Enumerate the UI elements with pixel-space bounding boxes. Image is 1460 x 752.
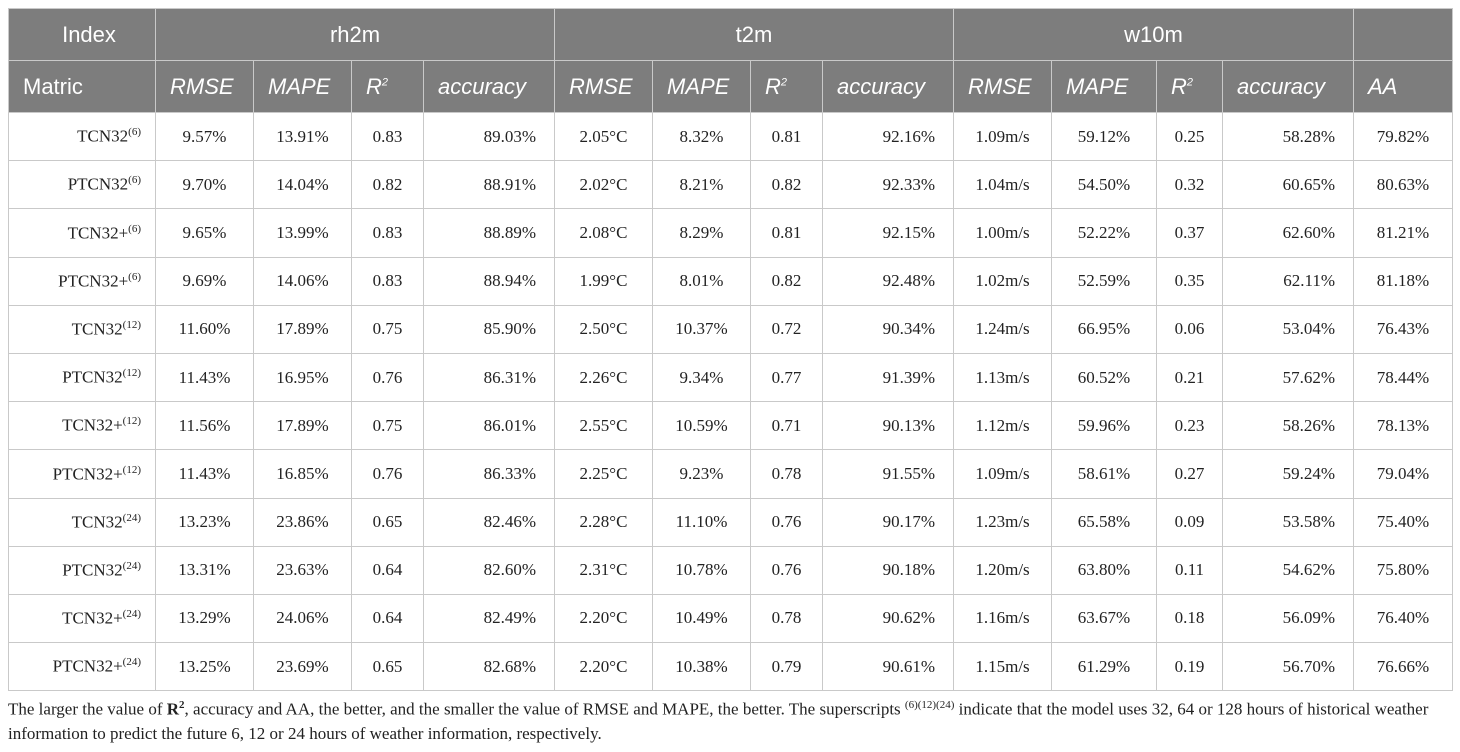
rh-accuracy-cell: 88.89% [424, 209, 555, 257]
model-name: TCN32 [71, 512, 123, 532]
table-footnote: The larger the value of $R^2$, accuracy and AA, the better, and the smaller the value of RMSE and MAPE, the better. The superscripts $^{(6)(12)(24)}$ indicate that the model uses 32, 64 or 128 hours of historical weather information to predict the future 6, 12 or 24 hours of weather information, respectively. [8, 699, 1429, 743]
table-row [9, 450, 1453, 498]
rh-mape-cell: 16.95% [254, 353, 352, 401]
w-rmse-header: RMSE [954, 61, 1052, 113]
t-accuracy-cell: 91.55% [823, 450, 954, 498]
table-row [9, 161, 1453, 209]
rh-accuracy-cell: 82.60% [424, 546, 555, 594]
t-r2-cell: 0.81 [751, 209, 823, 257]
results-table [8, 8, 1453, 691]
w-rmse-cell: 1.00m/s [954, 209, 1052, 257]
w-r2-cell: 0.35 [1157, 257, 1223, 305]
group-header-row [9, 9, 1453, 61]
model-horizon-sup: (12) [122, 319, 141, 332]
group-header-rh2m: rh2m [156, 9, 555, 61]
model-horizon-sup: (6) [128, 126, 141, 139]
rh-mape-cell: 14.06% [254, 257, 352, 305]
rh-mape-cell: 24.06% [254, 594, 352, 642]
table-row [9, 113, 1453, 161]
rh-r2-cell: 0.75 [352, 305, 424, 353]
t-r2-cell: 0.76 [751, 546, 823, 594]
w-mape-header: MAPE [1052, 61, 1157, 113]
table-row [9, 305, 1453, 353]
w-rmse-cell: 1.15m/s [954, 643, 1052, 691]
aa-cell: 80.63% [1354, 161, 1453, 209]
table-row [9, 353, 1453, 401]
t-rmse-cell: 2.28°C [555, 498, 653, 546]
t-mape-cell: 10.78% [653, 546, 751, 594]
t-accuracy-cell: 91.39% [823, 353, 954, 401]
rh-accuracy-cell: 88.94% [424, 257, 555, 305]
t-accuracy-cell: 92.16% [823, 113, 954, 161]
w-rmse-cell: 1.16m/s [954, 594, 1052, 642]
model-name-cell [9, 498, 156, 546]
rh-mape-cell: 23.69% [254, 643, 352, 691]
t-mape-cell: 8.21% [653, 161, 751, 209]
t-mape-header: MAPE [653, 61, 751, 113]
w-r2-cell: 0.27 [1157, 450, 1223, 498]
w-rmse-cell: 1.04m/s [954, 161, 1052, 209]
t-accuracy-cell: 90.17% [823, 498, 954, 546]
w-accuracy-cell: 53.58% [1223, 498, 1354, 546]
t-rmse-cell: 2.20°C [555, 594, 653, 642]
rh-accuracy-header: accuracy [424, 61, 555, 113]
model-horizon-sup: (6) [128, 222, 141, 235]
rh-accuracy-cell: 82.46% [424, 498, 555, 546]
t-r2-cell: 0.81 [751, 113, 823, 161]
w-mape-cell: 54.50% [1052, 161, 1157, 209]
w-mape-cell: 65.58% [1052, 498, 1157, 546]
rh-accuracy-cell: 85.90% [424, 305, 555, 353]
model-name: TCN32 [71, 319, 123, 339]
group-header-empty [1354, 9, 1453, 61]
rh-rmse-cell: 9.57% [156, 113, 254, 161]
model-horizon-sup: (24) [122, 608, 141, 621]
w-r2-cell: 0.18 [1157, 594, 1223, 642]
table-row [9, 498, 1453, 546]
w-accuracy-cell: 60.65% [1223, 161, 1354, 209]
w-mape-cell: 52.22% [1052, 209, 1157, 257]
rh-rmse-cell: 9.69% [156, 257, 254, 305]
aa-cell: 78.13% [1354, 402, 1453, 450]
t-mape-cell: 8.29% [653, 209, 751, 257]
w-mape-cell: 60.52% [1052, 353, 1157, 401]
t-accuracy-cell: 90.61% [823, 643, 954, 691]
aa-cell: 78.44% [1354, 353, 1453, 401]
rh-rmse-cell: 13.29% [156, 594, 254, 642]
w-rmse-cell: 1.13m/s [954, 353, 1052, 401]
w-mape-cell: 52.59% [1052, 257, 1157, 305]
model-name-cell [9, 546, 156, 594]
t-accuracy-cell: 90.18% [823, 546, 954, 594]
rh-r2-cell: 0.76 [352, 450, 424, 498]
model-name-cell [9, 643, 156, 691]
w-rmse-cell: 1.02m/s [954, 257, 1052, 305]
rh-mape-cell: 14.04% [254, 161, 352, 209]
group-header-t2m: t2m [555, 9, 954, 61]
model-name-cell [9, 113, 156, 161]
t-mape-cell: 11.10% [653, 498, 751, 546]
rh-mape-cell: 13.99% [254, 209, 352, 257]
t-rmse-cell: 2.26°C [555, 353, 653, 401]
w-mape-cell: 66.95% [1052, 305, 1157, 353]
model-name: TCN32+ [67, 223, 129, 243]
rh-rmse-cell: 13.31% [156, 546, 254, 594]
rh-accuracy-cell: 82.68% [424, 643, 555, 691]
table-body [9, 113, 1453, 691]
rh-rmse-cell: 9.65% [156, 209, 254, 257]
w-r2-cell: 0.32 [1157, 161, 1223, 209]
w-mape-cell: 63.67% [1052, 594, 1157, 642]
rh-mape-cell: 16.85% [254, 450, 352, 498]
w-accuracy-cell: 58.28% [1223, 113, 1354, 161]
w-r2-cell: 0.21 [1157, 353, 1223, 401]
matric-header: Matric [9, 61, 156, 113]
w-accuracy-cell: 56.09% [1223, 594, 1354, 642]
w-r2-cell: 0.37 [1157, 209, 1223, 257]
rh-rmse-cell: 11.43% [156, 353, 254, 401]
model-name: PTCN32+ [52, 464, 123, 484]
aa-cell: 81.21% [1354, 209, 1453, 257]
model-name: TCN32+ [62, 608, 123, 628]
rh-r2-cell: 0.83 [352, 257, 424, 305]
model-name: PTCN32+ [58, 271, 129, 291]
w-r2-cell: 0.09 [1157, 498, 1223, 546]
t-rmse-cell: 2.08°C [555, 209, 653, 257]
rh-rmse-cell: 13.25% [156, 643, 254, 691]
w-rmse-cell: 1.09m/s [954, 113, 1052, 161]
rh-r2-cell: 0.64 [352, 546, 424, 594]
w-rmse-cell: 1.09m/s [954, 450, 1052, 498]
table-row [9, 643, 1453, 691]
rh-r2-header: $R^2$ [352, 61, 424, 113]
aa-cell: 81.18% [1354, 257, 1453, 305]
t-r2-cell: 0.78 [751, 450, 823, 498]
model-name-cell [9, 305, 156, 353]
aa-cell: 76.43% [1354, 305, 1453, 353]
rh-accuracy-cell: 86.33% [424, 450, 555, 498]
rh-rmse-cell: 11.56% [156, 402, 254, 450]
aa-cell: 76.40% [1354, 594, 1453, 642]
rh-r2-cell: 0.65 [352, 498, 424, 546]
aa-header: AA [1354, 61, 1453, 113]
t-rmse-cell: 2.20°C [555, 643, 653, 691]
w-mape-cell: 61.29% [1052, 643, 1157, 691]
index-header: Index [9, 9, 156, 61]
model-name: TCN32 [77, 126, 129, 146]
rh-rmse-cell: 11.60% [156, 305, 254, 353]
t-rmse-cell: 2.50°C [555, 305, 653, 353]
w-accuracy-cell: 62.60% [1223, 209, 1354, 257]
rh-r2-cell: 0.83 [352, 209, 424, 257]
t-rmse-header: RMSE [555, 61, 653, 113]
w-accuracy-cell: 54.62% [1223, 546, 1354, 594]
metric-header-row [9, 61, 1453, 113]
w-mape-cell: 58.61% [1052, 450, 1157, 498]
w-r2-cell: 0.25 [1157, 113, 1223, 161]
rh-mape-cell: 13.91% [254, 113, 352, 161]
aa-cell: 75.40% [1354, 498, 1453, 546]
t-mape-cell: 10.38% [653, 643, 751, 691]
rh-accuracy-cell: 89.03% [424, 113, 555, 161]
t-r2-cell: 0.82 [751, 257, 823, 305]
model-name-cell [9, 402, 156, 450]
t-accuracy-cell: 90.13% [823, 402, 954, 450]
w-accuracy-cell: 62.11% [1223, 257, 1354, 305]
t-rmse-cell: 2.02°C [555, 161, 653, 209]
model-name-cell [9, 353, 156, 401]
w-rmse-cell: 1.23m/s [954, 498, 1052, 546]
aa-cell: 75.80% [1354, 546, 1453, 594]
model-horizon-sup: (24) [122, 511, 141, 524]
w-mape-cell: 63.80% [1052, 546, 1157, 594]
table-row [9, 546, 1453, 594]
w-rmse-cell: 1.12m/s [954, 402, 1052, 450]
t-accuracy-cell: 90.34% [823, 305, 954, 353]
model-name-cell [9, 594, 156, 642]
aa-cell: 76.66% [1354, 643, 1453, 691]
w-accuracy-cell: 53.04% [1223, 305, 1354, 353]
rh-accuracy-cell: 82.49% [424, 594, 555, 642]
rh-rmse-cell: 11.43% [156, 450, 254, 498]
table-row [9, 209, 1453, 257]
model-name-cell [9, 161, 156, 209]
w-mape-cell: 59.12% [1052, 113, 1157, 161]
rh-mape-cell: 17.89% [254, 402, 352, 450]
t-r2-header: $R^2$ [751, 61, 823, 113]
t-rmse-cell: 2.25°C [555, 450, 653, 498]
w-rmse-cell: 1.20m/s [954, 546, 1052, 594]
w-rmse-cell: 1.24m/s [954, 305, 1052, 353]
rh-mape-cell: 23.86% [254, 498, 352, 546]
t-accuracy-cell: 92.33% [823, 161, 954, 209]
t-accuracy-header: accuracy [823, 61, 954, 113]
w-r2-cell: 0.06 [1157, 305, 1223, 353]
w-accuracy-cell: 59.24% [1223, 450, 1354, 498]
t-mape-cell: 8.32% [653, 113, 751, 161]
aa-cell: 79.04% [1354, 450, 1453, 498]
rh-r2-cell: 0.65 [352, 643, 424, 691]
model-horizon-sup: (12) [122, 415, 141, 428]
table-row [9, 257, 1453, 305]
t-rmse-cell: 2.05°C [555, 113, 653, 161]
model-horizon-sup: (12) [122, 463, 141, 476]
model-name: PTCN32 [62, 560, 123, 580]
t-mape-cell: 9.23% [653, 450, 751, 498]
rh-mape-cell: 23.63% [254, 546, 352, 594]
rh-r2-cell: 0.83 [352, 113, 424, 161]
model-name-cell [9, 209, 156, 257]
rh-rmse-cell: 9.70% [156, 161, 254, 209]
t-r2-cell: 0.77 [751, 353, 823, 401]
rh-mape-cell: 17.89% [254, 305, 352, 353]
aa-cell: 79.82% [1354, 113, 1453, 161]
model-name: PTCN32 [62, 367, 123, 387]
rh-accuracy-cell: 88.91% [424, 161, 555, 209]
rh-r2-cell: 0.64 [352, 594, 424, 642]
model-name: TCN32+ [62, 416, 123, 436]
rh-accuracy-cell: 86.01% [424, 402, 555, 450]
t-r2-cell: 0.82 [751, 161, 823, 209]
t-r2-cell: 0.79 [751, 643, 823, 691]
rh-r2-cell: 0.76 [352, 353, 424, 401]
w-accuracy-cell: 58.26% [1223, 402, 1354, 450]
model-name-cell [9, 257, 156, 305]
w-mape-cell: 59.96% [1052, 402, 1157, 450]
model-horizon-sup: (24) [122, 656, 141, 669]
w-accuracy-cell: 57.62% [1223, 353, 1354, 401]
t-mape-cell: 9.34% [653, 353, 751, 401]
t-mape-cell: 10.59% [653, 402, 751, 450]
t-accuracy-cell: 92.48% [823, 257, 954, 305]
table-row [9, 402, 1453, 450]
table-row [9, 594, 1453, 642]
rh-r2-cell: 0.75 [352, 402, 424, 450]
model-name-cell [9, 450, 156, 498]
model-horizon-sup: (6) [128, 174, 141, 187]
t-mape-cell: 10.49% [653, 594, 751, 642]
w-r2-cell: 0.19 [1157, 643, 1223, 691]
group-header-w10m: w10m [954, 9, 1354, 61]
t-r2-cell: 0.78 [751, 594, 823, 642]
model-horizon-sup: (24) [122, 559, 141, 572]
t-r2-cell: 0.72 [751, 305, 823, 353]
t-r2-cell: 0.71 [751, 402, 823, 450]
w-r2-cell: 0.11 [1157, 546, 1223, 594]
t-accuracy-cell: 92.15% [823, 209, 954, 257]
w-r2-cell: 0.23 [1157, 402, 1223, 450]
t-rmse-cell: 2.55°C [555, 402, 653, 450]
rh-mape-header: MAPE [254, 61, 352, 113]
t-mape-cell: 10.37% [653, 305, 751, 353]
model-name: PTCN32 [67, 175, 129, 195]
model-horizon-sup: (12) [122, 367, 141, 380]
model-name: PTCN32+ [52, 656, 123, 676]
t-rmse-cell: 1.99°C [555, 257, 653, 305]
w-r2-header: $R^2$ [1157, 61, 1223, 113]
rh-rmse-cell: 13.23% [156, 498, 254, 546]
model-horizon-sup: (6) [128, 270, 141, 283]
rh-accuracy-cell: 86.31% [424, 353, 555, 401]
t-rmse-cell: 2.31°C [555, 546, 653, 594]
rh-rmse-header: RMSE [156, 61, 254, 113]
t-mape-cell: 8.01% [653, 257, 751, 305]
w-accuracy-cell: 56.70% [1223, 643, 1354, 691]
t-r2-cell: 0.76 [751, 498, 823, 546]
w-accuracy-header: accuracy [1223, 61, 1354, 113]
rh-r2-cell: 0.82 [352, 161, 424, 209]
t-accuracy-cell: 90.62% [823, 594, 954, 642]
